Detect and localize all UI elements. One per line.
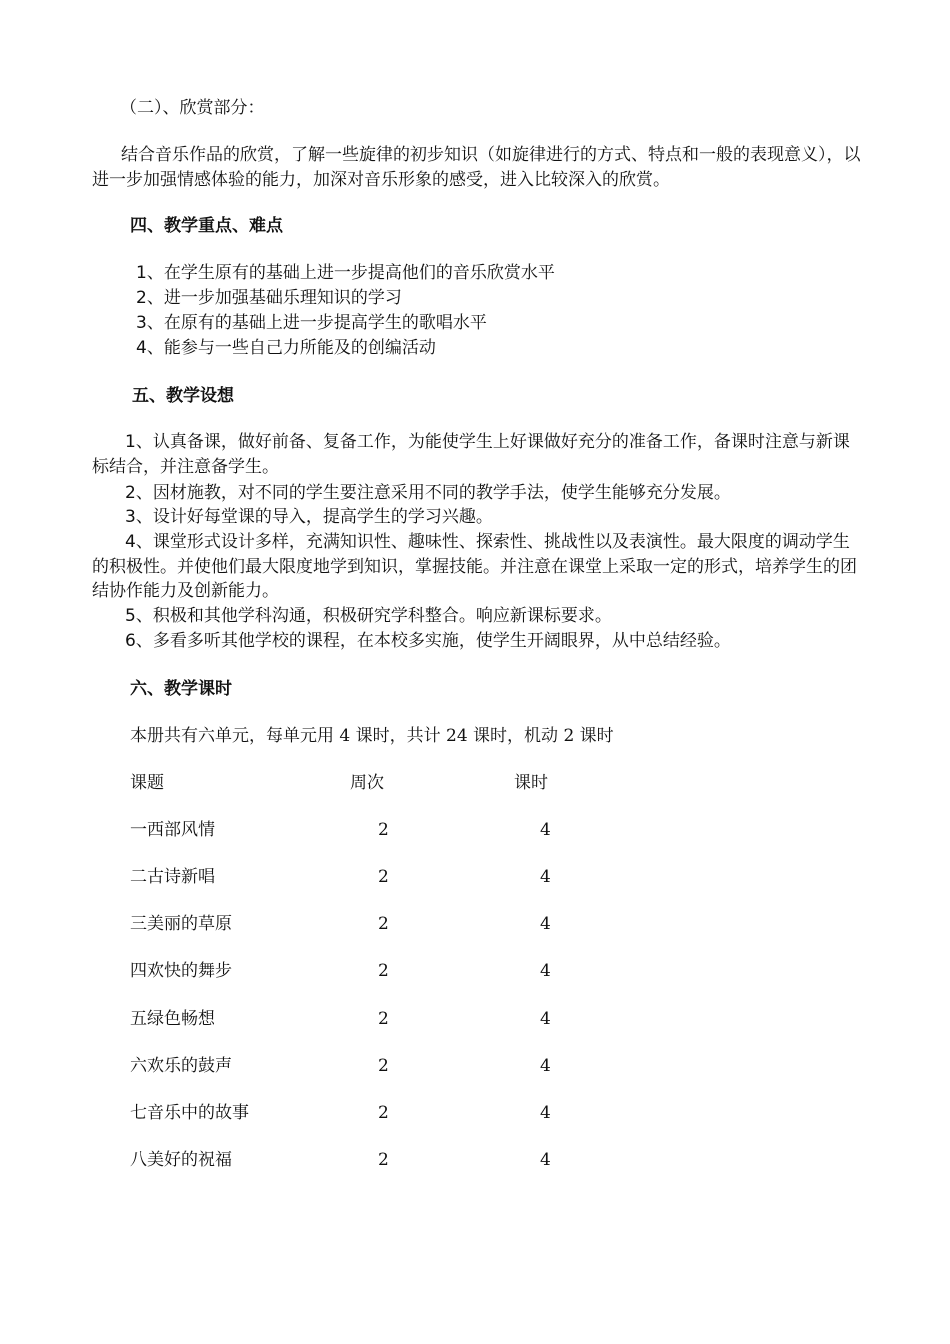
cell-weeks: 2	[378, 1150, 389, 1170]
cell-weeks: 2	[378, 914, 389, 934]
section-4-item: 3、在原有的基础上进一步提高学生的歌唱水平	[136, 313, 487, 333]
column-header-weeks: 周次	[350, 773, 384, 793]
table-row	[0, 912, 700, 936]
column-header-topic: 课题	[130, 773, 164, 793]
section-5-item: 1、认真备课，做好前备、复备工作，为能使学生上好课做好充分的准备工作，备课时注意与新课标结合，并注意备学生。	[92, 432, 850, 477]
cell-hours: 4	[540, 1150, 551, 1170]
section-5-title: 五、教学设想	[132, 386, 234, 406]
cell-topic: 一西部风情	[130, 820, 215, 840]
appreciation-paragraph: 结合音乐作品的欣赏，了解一些旋律的初步知识（如旋律进行的方式、特点和一般的表现意义），以进一步加强情感体验的能力，加深对音乐形象的感受，进入比较深入的欣赏。	[92, 145, 861, 190]
cell-topic: 五绿色畅想	[130, 1009, 215, 1029]
section-5-item: 3、设计好每堂课的导入，提高学生的学习兴趣。	[125, 507, 493, 527]
section-4-item: 1、在学生原有的基础上进一步提高他们的音乐欣赏水平	[136, 263, 555, 283]
table-header-row	[0, 771, 700, 795]
cell-weeks: 2	[378, 820, 389, 840]
appreciation-heading: （二）、欣赏部分：	[120, 98, 265, 118]
table-row	[0, 1007, 700, 1031]
cell-hours: 4	[540, 914, 551, 934]
cell-weeks: 2	[378, 1056, 389, 1076]
cell-weeks: 2	[378, 867, 389, 887]
cell-hours: 4	[540, 1009, 551, 1029]
cell-hours: 4	[540, 1103, 551, 1123]
table-row	[0, 818, 700, 842]
section-4-item: 2、进一步加强基础乐理知识的学习	[136, 288, 402, 308]
cell-topic: 八美好的祝福	[130, 1150, 232, 1170]
cell-topic: 六欢乐的鼓声	[130, 1056, 232, 1076]
cell-topic: 三美丽的草原	[130, 914, 232, 934]
column-header-hours: 课时	[514, 773, 548, 793]
table-row	[0, 1054, 700, 1078]
table-row	[0, 959, 700, 983]
cell-weeks: 2	[378, 1009, 389, 1029]
cell-weeks: 2	[378, 961, 389, 981]
section-5-item: 2、因材施教，对不同的学生要注意采用不同的教学手法，使学生能够充分发展。	[125, 483, 731, 503]
cell-topic: 二古诗新唱	[130, 867, 215, 887]
cell-weeks: 2	[378, 1103, 389, 1123]
section-5-item: 6、多看多听其他学校的课程，在本校多实施，使学生开阔眼界，从中总结经验。	[125, 631, 731, 651]
table-row	[0, 1101, 700, 1125]
section-6-title: 六、教学课时	[130, 679, 232, 699]
cell-hours: 4	[540, 820, 551, 840]
table-row	[0, 865, 700, 889]
section-4-item: 4、能参与一些自己力所能及的创编活动	[136, 338, 436, 358]
cell-hours: 4	[540, 961, 551, 981]
cell-hours: 4	[540, 1056, 551, 1076]
cell-hours: 4	[540, 867, 551, 887]
cell-topic: 四欢快的舞步	[130, 961, 232, 981]
section-4-title: 四、教学重点、难点	[130, 216, 283, 236]
table-row	[0, 1148, 700, 1172]
section-5-item: 5、积极和其他学科沟通，积极研究学科整合。响应新课标要求。	[125, 606, 612, 626]
lesson-summary: 本册共有六单元，每单元用 4 课时，共计 24 课时，机动 2 课时	[130, 726, 614, 746]
section-5-item: 4、课堂形式设计多样，充满知识性、趣味性、探索性、挑战性以及表演性。最大限度的调动学生的积极性。并使他们最大限度地学到知识，掌握技能。并注意在课堂上采取一定的形式，培养学生的团结协作能力及创新能力。	[92, 532, 857, 601]
cell-topic: 七音乐中的故事	[130, 1103, 249, 1123]
